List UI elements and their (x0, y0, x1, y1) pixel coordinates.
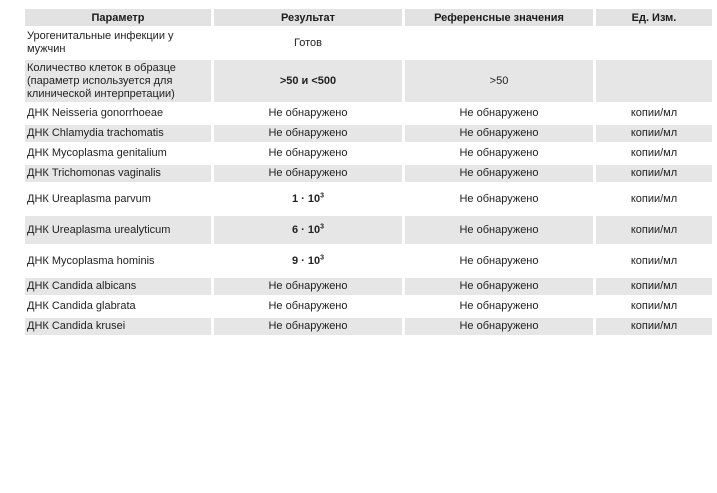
reference-cell: Не обнаружено (405, 216, 593, 244)
unit-cell: копии/мл (596, 247, 712, 275)
param-cell: ДНК Ureaplasma parvum (25, 185, 211, 213)
table-row (25, 105, 712, 122)
reference-cell: Не обнаружено (405, 247, 593, 275)
result-cell (214, 185, 402, 213)
reference-cell: Не обнаружено (405, 145, 593, 162)
table-row (25, 247, 712, 275)
reference-cell: Не обнаружено (405, 278, 593, 295)
table-row (25, 278, 712, 295)
reference-cell: Не обнаружено (405, 298, 593, 315)
param-cell: ДНК Mycoplasma hominis (25, 247, 211, 275)
result-cell: Не обнаружено (214, 278, 402, 295)
param-cell: ДНК Ureaplasma urealyticum (25, 216, 211, 244)
header-parameter: Параметр (25, 9, 211, 26)
param-cell: ДНК Candida krusei (25, 318, 211, 335)
result-cell (214, 247, 402, 275)
reference-cell: >50 (405, 60, 593, 102)
result-cell: Не обнаружено (214, 298, 402, 315)
lab-results-table (22, 6, 715, 338)
result-cell: Не обнаружено (214, 318, 402, 335)
table-row (25, 145, 712, 162)
reference-cell: Не обнаружено (405, 105, 593, 122)
result-exponent: 3 (320, 191, 325, 199)
param-cell: ДНК Mycoplasma genitalium (25, 145, 211, 162)
result-base: 9 · 10 (291, 254, 321, 267)
unit-cell (596, 60, 712, 102)
result-cell: Не обнаружено (214, 105, 402, 122)
unit-cell: копии/мл (596, 185, 712, 213)
results-table-container (22, 6, 712, 338)
header-unit: Ед. Изм. (596, 9, 712, 26)
param-cell: Количество клеток в образце (параметр используется для клинической интерпретации) (25, 60, 211, 102)
result-cell: Не обнаружено (214, 125, 402, 142)
table-row (25, 216, 712, 244)
unit-cell: копии/мл (596, 278, 712, 295)
reference-cell: Не обнаружено (405, 125, 593, 142)
param-cell: ДНК Chlamydia trachomatis (25, 125, 211, 142)
table-row (25, 29, 712, 57)
table-row (25, 165, 712, 182)
result-cell: >50 и <500 (214, 60, 402, 102)
result-base: 1 · 10 (291, 192, 321, 205)
unit-cell: копии/мл (596, 105, 712, 122)
unit-cell: копии/мл (596, 318, 712, 335)
unit-cell: копии/мл (596, 216, 712, 244)
table-row (25, 185, 712, 213)
param-cell: ДНК Candida albicans (25, 278, 211, 295)
param-cell: ДНК Trichomonas vaginalis (25, 165, 211, 182)
result-exponent: 3 (320, 253, 325, 261)
reference-cell: Не обнаружено (405, 165, 593, 182)
result-cell (214, 216, 402, 244)
param-cell: ДНК Neisseria gonorrhoeae (25, 105, 211, 122)
result-exponent: 3 (320, 222, 325, 230)
result-cell: Не обнаружено (214, 145, 402, 162)
table-header-row (25, 9, 712, 26)
table-row (25, 60, 712, 102)
header-reference: Референсные значения (405, 9, 593, 26)
reference-cell: Не обнаружено (405, 185, 593, 213)
table-row (25, 318, 712, 335)
result-cell: Готов (214, 29, 402, 57)
unit-cell (596, 29, 712, 57)
result-cell: Не обнаружено (214, 165, 402, 182)
header-result: Результат (214, 9, 402, 26)
table-row (25, 125, 712, 142)
unit-cell: копии/мл (596, 145, 712, 162)
table-row (25, 298, 712, 315)
reference-cell (405, 29, 593, 57)
param-cell: ДНК Candida glabrata (25, 298, 211, 315)
unit-cell: копии/мл (596, 125, 712, 142)
unit-cell: копии/мл (596, 165, 712, 182)
param-cell: Урогенитальные инфекции у мужчин (25, 29, 211, 57)
result-base: 6 · 10 (291, 223, 321, 236)
reference-cell: Не обнаружено (405, 318, 593, 335)
unit-cell: копии/мл (596, 298, 712, 315)
